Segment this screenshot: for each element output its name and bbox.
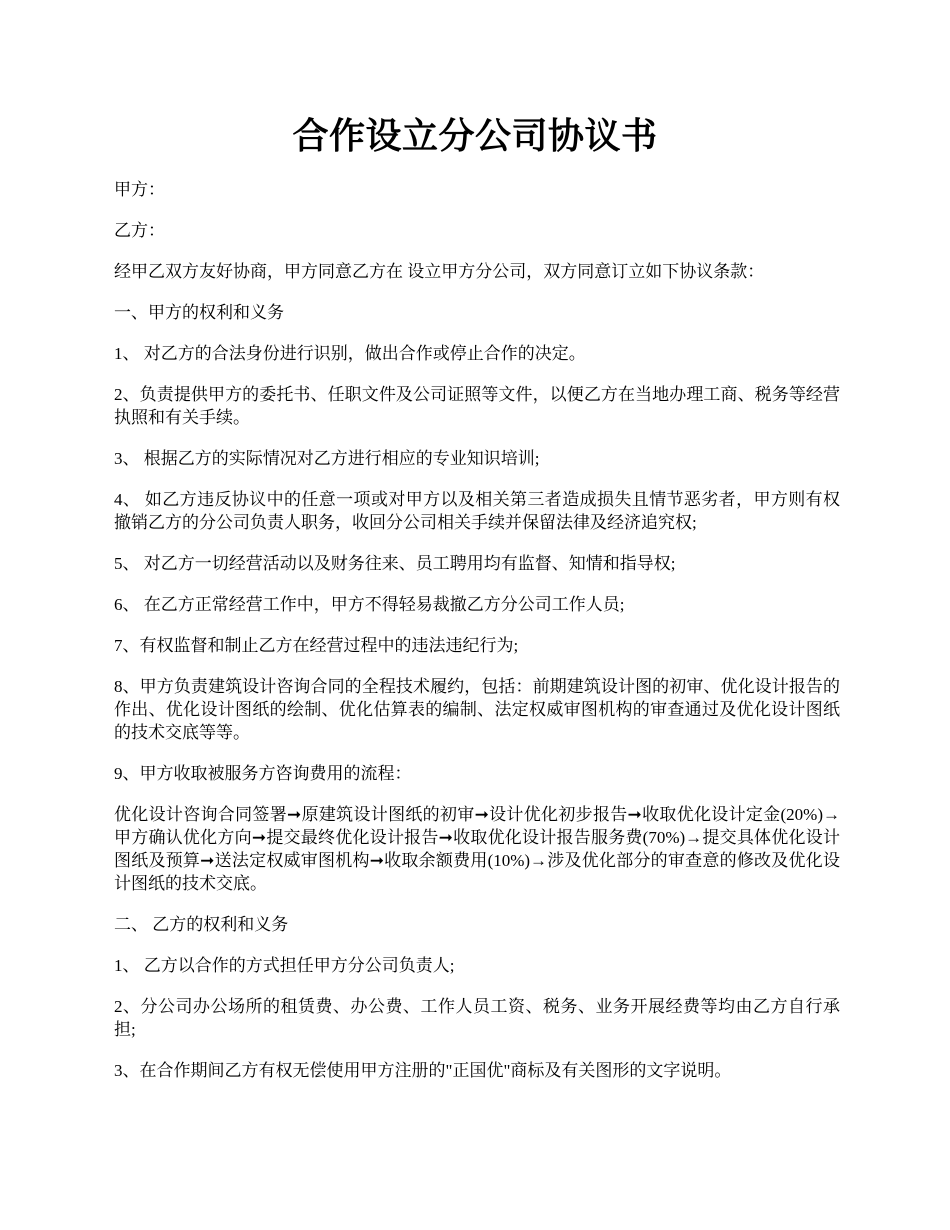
clause-a-3: 3、 根据乙方的实际情况对乙方进行相应的专业知识培训; <box>114 449 540 468</box>
clause-a-5: 5、 对乙方一切经营活动以及财务往来、员工聘用均有监督、知情和指导权; <box>114 554 676 573</box>
intro-paragraph: 经甲乙双方友好协商，甲方同意乙方在 设立甲方分公司，双方同意订立如下协议条款： <box>114 262 765 281</box>
clause-a-7: 7、有权监督和制止乙方在经营过程中的违法违纪行为; <box>114 636 519 655</box>
clause-a-4: 4、 如乙方违反协议中的任意一项或对甲方以及相关第三者造成损失且情节恶劣者，甲方则有权撤销乙方的分公司负责人职务，收回分公司相关手续并保留法律及经济追究权; <box>114 490 840 532</box>
document-body <box>114 178 840 1100</box>
clause-a-6: 6、 在乙方正常经营工作中，甲方不得轻易裁撤乙方分公司工作人员; <box>114 595 625 614</box>
section-heading-party-b: 二、 乙方的权利和义务 <box>114 915 289 934</box>
clause-a-1: 1、 对乙方的合法身份进行识别，做出合作或停止合作的决定。 <box>114 344 586 363</box>
clause-b-2: 2、分公司办公场所的租赁费、办公费、工作人员工资、税务、业务开展经费等均由乙方自行承担; <box>114 997 840 1039</box>
section-heading-party-a: 一、甲方的权利和义务 <box>114 303 284 322</box>
clause-a-2: 2、负责提供甲方的委托书、任职文件及公司证照等文件，以便乙方在当地办理工商、税务等经营执照和有关手续。 <box>114 385 840 427</box>
clause-b-3: 3、在合作期间乙方有权无偿使用甲方注册的"正国优"商标及有关图形的文字说明。 <box>114 1061 732 1080</box>
clause-a-9: 9、甲方收取被服务方咨询费用的流程： <box>114 764 412 783</box>
fee-process-flow: 优化设计咨询合同签署➞原建筑设计图纸的初审➞设计优化初步报告➞收取优化设计定金(20%)→甲方确认优化方向➞提交最终优化设计报告➞收取优化设计报告服务费(70%)→提交具体优化设计图纸及预算➞送法定权威审图机构➞收取余额费用(10%)→涉及优化部分的审查意的修改及优化设计图纸的技术交底。 <box>114 805 840 893</box>
document-title: 合作设立分公司协议书 <box>292 116 658 156</box>
party-a-line: 甲方： <box>114 180 165 199</box>
clause-a-8: 8、甲方负责建筑设计咨询合同的全程技术履约，包括：前期建筑设计图的初审、优化设计报告的作出、优化设计图纸的绘制、优化估算表的编制、法定权威审图机构的审查通过及优化设计图纸的技术交底等等。 <box>114 677 840 742</box>
clause-b-1: 1、 乙方以合作的方式担任甲方分公司负责人; <box>114 956 455 975</box>
party-b-line: 乙方： <box>114 221 165 240</box>
